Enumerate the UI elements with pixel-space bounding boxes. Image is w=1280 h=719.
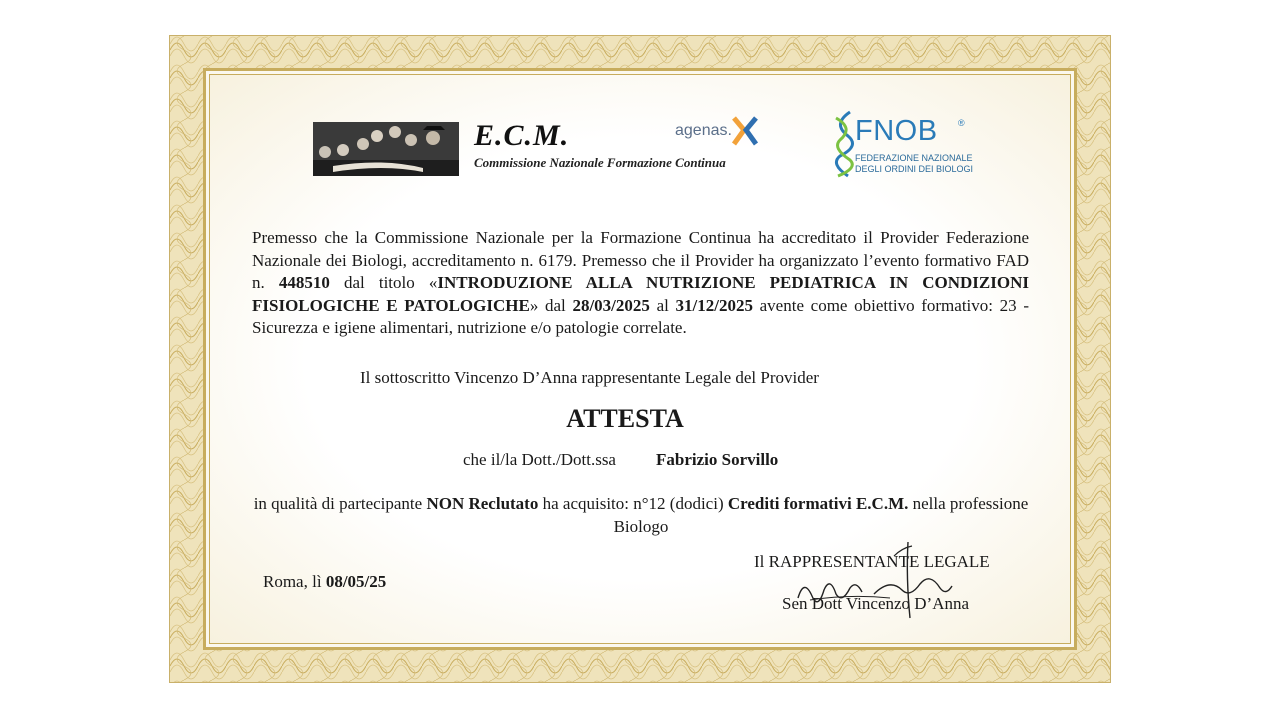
date-from: 28/03/2025 xyxy=(572,295,650,315)
credits-text-1: in qualità di partecipante xyxy=(253,494,427,513)
participant-status: NON Reclutato xyxy=(426,494,539,513)
fnob-logo-subtitle xyxy=(855,153,973,175)
place-and-date xyxy=(263,572,386,592)
premise-paragraph xyxy=(252,227,1029,340)
fnob-subtitle-line1: FEDERAZIONE NAZIONALE xyxy=(855,153,973,163)
credits-statement xyxy=(250,493,1032,538)
agenas-logo-icon xyxy=(728,116,762,146)
fnob-registered-mark: ® xyxy=(958,118,965,128)
premise-text-4: al xyxy=(649,295,676,315)
representative-name: Sen Dott Vincenzo D’Anna xyxy=(782,594,970,613)
participant-name: Fabrizio Sorvillo xyxy=(656,450,779,469)
date-to: 31/12/2025 xyxy=(675,295,753,315)
ecm-logo-title: E.C.M. xyxy=(474,119,570,152)
issue-date: 08/05/25 xyxy=(325,572,387,591)
ecm-logo-subtitle: Commissione Nazionale Formazione Continua xyxy=(474,155,726,170)
handwritten-signature xyxy=(790,538,960,622)
anatomy-lesson-painting xyxy=(313,122,459,176)
event-title: INTRODUZIONE ALLA NUTRIZIONE PEDIATRICA IN CONDIZIONI FISIOLOGICHE E PATOLOGICHE xyxy=(252,273,1029,315)
fnob-subtitle-line2: DEGLI ORDINI DEI BIOLOGI xyxy=(855,164,974,174)
place: Roma, lì xyxy=(263,572,322,591)
fnob-dna-icon xyxy=(830,110,858,178)
agenas-logo-text: agenas. xyxy=(675,122,732,139)
premise-text-1: Premesso che la Commissione Nazionale per la Formazione Continua ha accreditato il Provider Federazione Nazionale dei Biologi, accreditamento n. 6179. Premesso che il Provider ha organizzato l’evento formativo FAD n. xyxy=(252,228,1029,292)
event-number: 448510 xyxy=(278,273,330,292)
signatory-statement: Il sottoscritto Vincenzo D’Anna rappresentante Legale del Provider xyxy=(360,368,819,387)
representative-title: Il RAPPRESENTANTE LEGALE xyxy=(754,552,990,571)
premise-text-5: avente come obiettivo formativo: 23 - Sicurezza e igiene alimentari, nutrizione e/o patologie correlate. xyxy=(252,295,1029,337)
credits-label: Crediti formativi E.C.M. xyxy=(727,494,909,513)
credits-text-3: nella professione Biologo xyxy=(613,494,1029,536)
attesta-heading: ATTESTA xyxy=(566,404,684,433)
premise-text-3: » dal xyxy=(529,295,573,315)
premise-text-2: dal titolo « xyxy=(329,273,438,292)
fnob-logo-text: FNOB xyxy=(855,115,938,147)
credits-text-2: ha acquisito: n°12 (dodici) xyxy=(538,494,728,513)
participant-label: che il/la Dott./Dott.ssa xyxy=(463,450,616,469)
